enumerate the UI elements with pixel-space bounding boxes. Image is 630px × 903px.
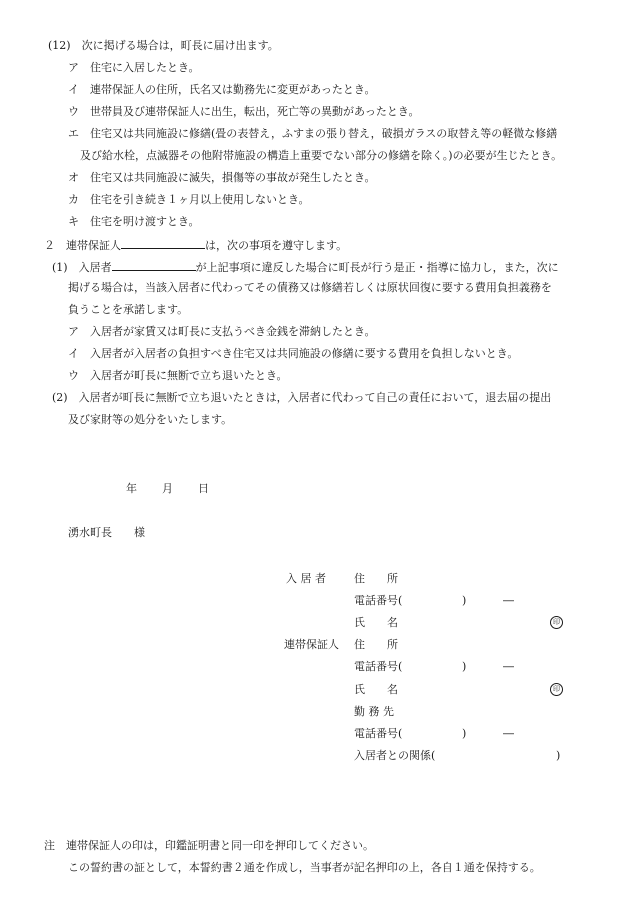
tenant-label: 入 居 者 bbox=[286, 572, 326, 585]
clause-12-item-i: イ 連帯保証人の住所，氏名又は勤務先に変更があったとき。 bbox=[68, 83, 376, 96]
guarantor-phone-dash: ― bbox=[503, 660, 514, 673]
section-2-clause-1-line1 bbox=[52, 260, 559, 273]
tenant-name-label: 氏 名 bbox=[354, 616, 398, 629]
guarantor-name-label: 氏 名 bbox=[354, 683, 398, 696]
tenant-phone-close: ) bbox=[462, 594, 467, 607]
clause-12-item-e-line2: 及び給水栓，点滅器その他附帯施設の構造上重要でない部分の修繕を除く。)の必要が生じたとき。 bbox=[80, 149, 563, 162]
guarantor-phone-close: ) bbox=[462, 660, 467, 673]
clause-12-heading: (12) 次に掲げる場合は，町長に届け出ます。 bbox=[48, 39, 279, 52]
clause-12-item-u: ウ 世帯員及び連帯保証人に出生，転出，死亡等の異動があったとき。 bbox=[68, 105, 420, 118]
tenant-phone-dash: ― bbox=[503, 594, 514, 607]
section-2-item-i: イ 入居者が入居者の負担すべき住宅又は共同施設の修繕に要する費用を負担しないとき。 bbox=[68, 347, 519, 360]
relation-open: 入居者との関係( bbox=[354, 749, 436, 762]
section-2-clause-2-line1: (2) 入居者が町長に無断で立ち退いたときは，入居者に代わって自己の責任において，退去届の提出 bbox=[52, 391, 552, 404]
date-day-label: 日 bbox=[198, 482, 209, 495]
clause-12-item-o: オ 住宅又は共同施設に滅失，損傷等の事故が発生したとき。 bbox=[68, 171, 376, 184]
section-2-heading-pre: ２ 連帯保証人 bbox=[44, 239, 121, 252]
section-2-item-u: ウ 入居者が町長に無断で立ち退いたとき。 bbox=[68, 369, 288, 382]
guarantor-name-blank[interactable] bbox=[121, 238, 205, 249]
section-2-clause-1-line3: 負うことを承諾します。 bbox=[68, 303, 189, 316]
section-2-item-a: ア 入居者が家賃又は町長に支払うべき金銭を滞納したとき。 bbox=[68, 325, 376, 338]
workplace-phone-open: 電話番号( bbox=[354, 727, 403, 740]
clause-12-item-a: ア 住宅に入居したとき。 bbox=[68, 61, 200, 74]
guarantor-label: 連帯保証人 bbox=[284, 638, 339, 651]
date-month-label: 月 bbox=[162, 482, 173, 495]
section-2-heading-post: は，次の事項を遵守します。 bbox=[205, 239, 348, 252]
clause-12-item-ka: カ 住宅を引き続き１ヶ月以上使用しないとき。 bbox=[68, 193, 310, 206]
relation-close: ) bbox=[556, 749, 561, 762]
workplace-phone-close: ) bbox=[462, 727, 467, 740]
tenant-name-blank[interactable] bbox=[112, 260, 196, 271]
tenant-address-label: 住 所 bbox=[354, 572, 398, 585]
guarantor-phone-open: 電話番号( bbox=[354, 660, 403, 673]
tenant-phone-open: 電話番号( bbox=[354, 594, 403, 607]
section-2-clause-1-line2: 掲げる場合は，当該入居者に代わってその債務又は修繕若しくは原状回復に要する費用負担義務を bbox=[68, 281, 552, 294]
guarantor-seal-icon: 印 bbox=[550, 683, 563, 696]
note-copies: この誓約書の証として，本誓約書２通を作成し，当事者が記名押印の上，各自１通を保持する。 bbox=[68, 861, 541, 874]
note-seal: 注 連帯保証人の印は，印鑑証明書と同一印を押印してください。 bbox=[44, 839, 374, 852]
clause-1-pre: (1) 入居者 bbox=[52, 261, 112, 274]
guarantor-workplace-label: 勤 務 先 bbox=[354, 705, 394, 718]
date-year-label: 年 bbox=[126, 482, 137, 495]
clause-12-item-ki: キ 住宅を明け渡すとき。 bbox=[68, 215, 200, 228]
guarantor-address-label: 住 所 bbox=[354, 638, 398, 651]
section-2-clause-2-line2: 及び家財等の処分をいたします。 bbox=[68, 413, 233, 426]
clause-12-item-e-line1: エ 住宅又は共同施設に修繕(畳の表替え，ふすまの張り替え，破損ガラスの取替え等の軽微な修繕 bbox=[68, 127, 558, 140]
addressee: 湧水町長 様 bbox=[68, 526, 145, 539]
clause-1-post: が上記事項に違反した場合に町長が行う是正・指導に協力し，また，次に bbox=[195, 261, 559, 274]
workplace-phone-dash: ― bbox=[503, 727, 514, 740]
section-2-heading bbox=[44, 238, 347, 251]
tenant-seal-icon: 印 bbox=[550, 616, 563, 629]
